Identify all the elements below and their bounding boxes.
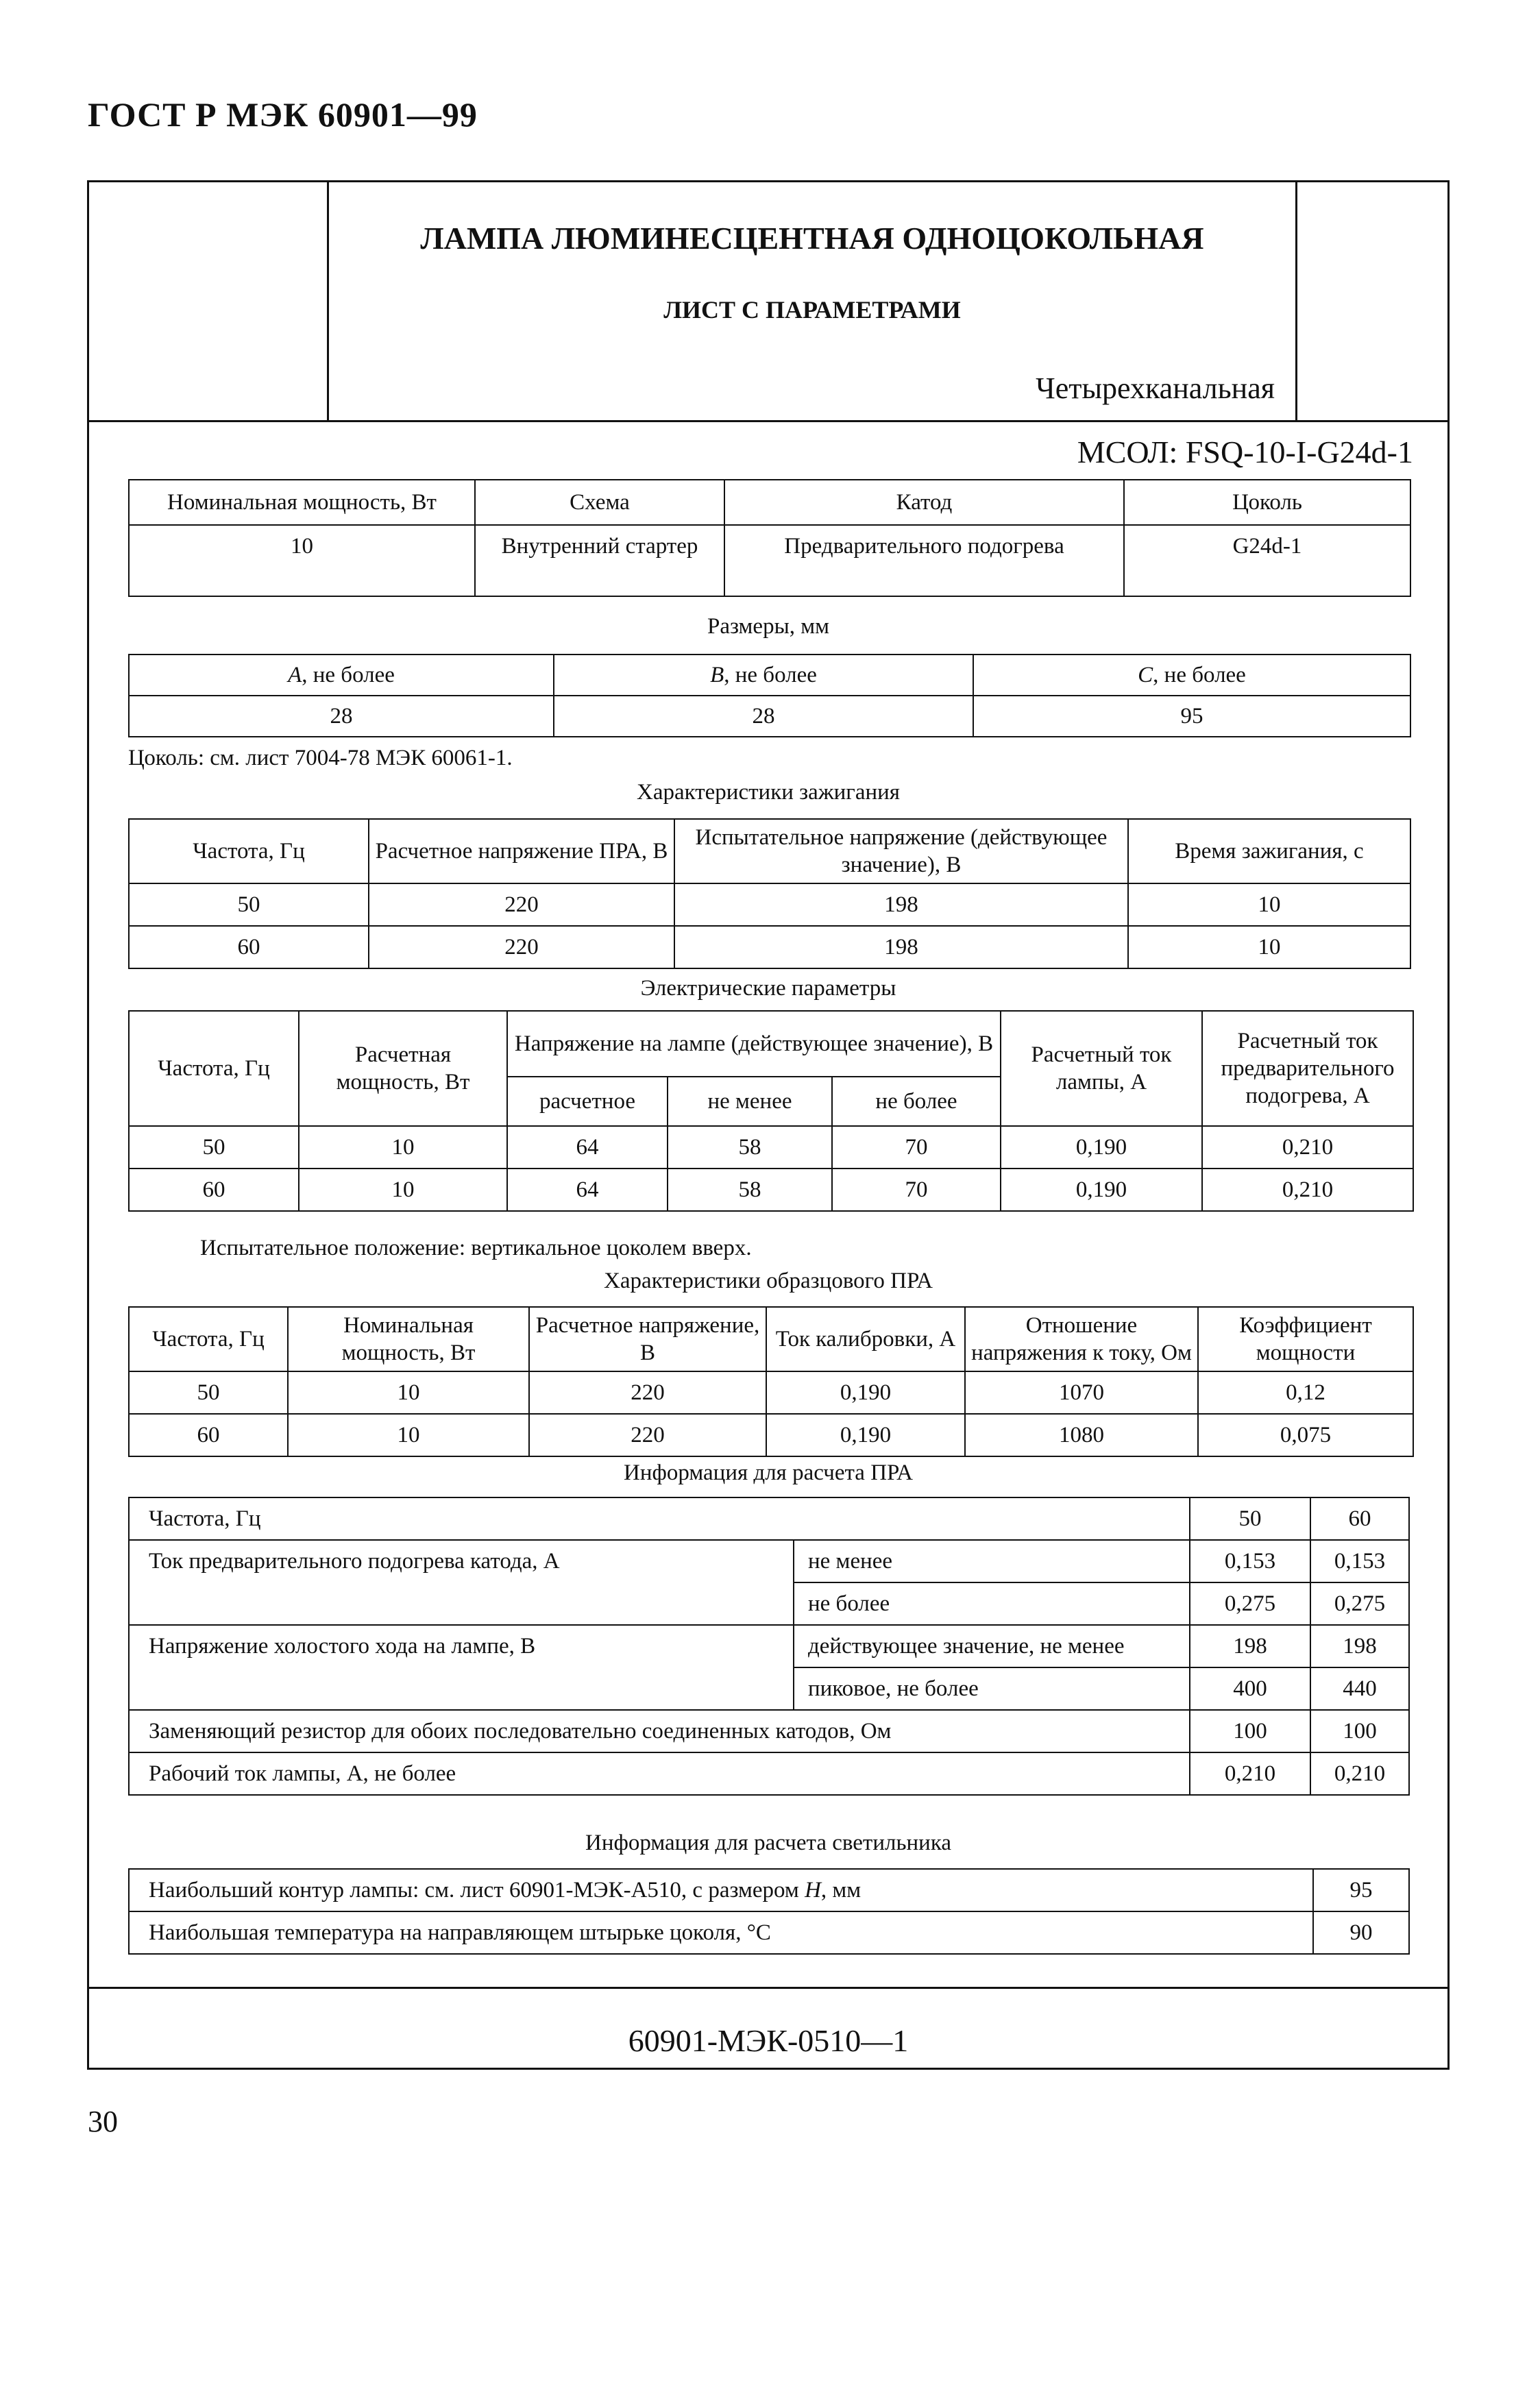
ballast-caption: Характеристики образцового ПРА [604, 1269, 933, 1293]
cell: 440 [1310, 1667, 1409, 1710]
standard-number: ГОСТ Р МЭК 60901—99 [88, 95, 478, 134]
main-parameters-table [128, 479, 1411, 597]
cell: 0,275 [1310, 1582, 1409, 1625]
cell: 0,210 [1202, 1126, 1413, 1169]
header-title-box [329, 182, 1295, 422]
calc-preheat-max-label: не более [794, 1582, 1190, 1625]
cell: 50 [129, 1126, 299, 1169]
electrical-caption: Электрические параметры [640, 976, 896, 1001]
msol-code: МСОЛ: FSQ-10-I-G24d-1 [1077, 435, 1413, 469]
dim-c-label: C [1138, 663, 1153, 687]
value-scheme: Внутренний стартер [475, 525, 724, 596]
header-scheme: Схема [475, 480, 724, 525]
page-number: 30 [88, 2105, 118, 2138]
calc-preheat-label: Ток предварительного подогрева катода, А [129, 1540, 794, 1625]
ballast-calc-table [128, 1497, 1410, 1796]
table-row [129, 1126, 1413, 1169]
table-row [129, 1414, 1413, 1456]
el-header-current: Расчетный ток лампы, А [1001, 1011, 1202, 1126]
bal-header-power: Номинальная мощность, Вт [288, 1307, 529, 1371]
luminaire-caption: Информация для расчета светильника [585, 1831, 951, 1855]
cell: 64 [507, 1126, 668, 1169]
contour-unit: , мм [820, 1878, 861, 1903]
dim-c-header [973, 655, 1410, 696]
table-row [129, 1169, 1413, 1211]
cell: 220 [369, 883, 674, 926]
dim-b-value: 28 [554, 696, 973, 737]
cell: 198 [1190, 1625, 1310, 1667]
cell: 0,190 [766, 1371, 965, 1414]
dimensions-caption: Размеры, мм [707, 614, 830, 639]
calc-ocv-label: Напряжение холостого хода на лампе, В [129, 1625, 794, 1710]
bal-header-calibration: Ток калибровки, А [766, 1307, 965, 1371]
cell: 70 [832, 1126, 1001, 1169]
cell: 0,210 [1310, 1752, 1409, 1795]
cell: 60 [129, 926, 369, 968]
luminaire-temp-label: Наибольшая температура на направляющем штырьке цоколя, °С [129, 1911, 1313, 1954]
ign-header-test-voltage: Испытательное напряжение (действующее значение), В [674, 819, 1128, 883]
calc-freq-60: 60 [1310, 1497, 1409, 1540]
el-header-freq: Частота, Гц [129, 1011, 299, 1126]
cell: 50 [129, 1371, 288, 1414]
dim-b-suffix: , не более [724, 663, 817, 687]
cell: 0,190 [1001, 1169, 1202, 1211]
table-row [129, 883, 1410, 926]
ballast-table [128, 1306, 1414, 1457]
header-left-box [89, 182, 329, 422]
base-note: Цоколь: см. лист 7004-78 МЭК 60061-1. [128, 746, 513, 770]
calc-ocv-rms-label: действующее значение, не менее [794, 1625, 1190, 1667]
cell: 220 [529, 1414, 766, 1456]
dim-b-header [554, 655, 973, 696]
ignition-table [128, 818, 1411, 969]
dim-a-value: 28 [129, 696, 554, 737]
dim-a-header [129, 655, 554, 696]
bal-header-ratio: Отношение напряжения к току, Ом [965, 1307, 1198, 1371]
cell: 50 [129, 883, 369, 926]
cell: 60 [129, 1169, 299, 1211]
cell: 198 [674, 926, 1128, 968]
luminaire-temp-value: 90 [1313, 1911, 1409, 1954]
calc-freq-label: Частота, Гц [129, 1497, 1190, 1540]
el-header-voltage: Напряжение на лампе (действующее значение), В [507, 1011, 1001, 1077]
cell: 0,190 [1001, 1126, 1202, 1169]
cell: 10 [1128, 883, 1410, 926]
sheet-subtitle: ЛИСТ С ПАРАМЕТРАМИ [663, 296, 961, 323]
cell: 1070 [965, 1371, 1198, 1414]
cell: 10 [299, 1169, 507, 1211]
cell: 198 [1310, 1625, 1409, 1667]
cell: 0,153 [1310, 1540, 1409, 1582]
test-position-note: Испытательное положение: вертикальное цоколем вверх. [200, 1236, 752, 1260]
el-sub-max: не более [832, 1077, 1001, 1126]
cell: 0,153 [1190, 1540, 1310, 1582]
footer-divider [89, 1987, 1447, 1989]
calc-freq-50: 50 [1190, 1497, 1310, 1540]
table-row [129, 1371, 1413, 1414]
header-right-box [1295, 182, 1447, 422]
sheet-title: ЛАМПА ЛЮМИНЕСЦЕНТНАЯ ОДНОЦОКОЛЬНАЯ [420, 221, 1204, 256]
cell: 0,190 [766, 1414, 965, 1456]
electrical-table [128, 1010, 1414, 1212]
cell: 10 [1128, 926, 1410, 968]
cell: 0,12 [1198, 1371, 1413, 1414]
cell: 0,210 [1190, 1752, 1310, 1795]
ign-header-time: Время зажигания, с [1128, 819, 1410, 883]
el-header-preheat: Расчетный ток предварительного подогрева, А [1202, 1011, 1413, 1126]
header-base: Цоколь [1124, 480, 1410, 525]
el-header-power: Расчетная мощность, Вт [299, 1011, 507, 1126]
cell: 70 [832, 1169, 1001, 1211]
cell: 198 [674, 883, 1128, 926]
cell: 10 [299, 1126, 507, 1169]
calc-operating-label: Рабочий ток лампы, А, не более [129, 1752, 1190, 1795]
dimensions-table [128, 654, 1411, 737]
bal-header-freq: Частота, Гц [129, 1307, 288, 1371]
luminaire-contour-label [129, 1869, 1313, 1911]
bal-header-pf: Коэффициент мощности [1198, 1307, 1413, 1371]
cell: 64 [507, 1169, 668, 1211]
parameter-sheet [87, 180, 1450, 2070]
value-power: 10 [129, 525, 475, 596]
cell: 0,210 [1202, 1169, 1413, 1211]
el-sub-rated: расчетное [507, 1077, 668, 1126]
contour-var: H [805, 1878, 821, 1903]
ign-header-freq: Частота, Гц [129, 819, 369, 883]
lamp-type: Четырехканальная [1036, 371, 1275, 405]
cell: 58 [668, 1169, 832, 1211]
sheet-code: 60901-МЭК-0510—1 [628, 2023, 909, 2058]
ignition-caption: Характеристики зажигания [637, 780, 900, 805]
cell: 60 [129, 1414, 288, 1456]
cell: 0,275 [1190, 1582, 1310, 1625]
luminaire-contour-value: 95 [1313, 1869, 1409, 1911]
value-cathode: Предварительного подогрева [724, 525, 1124, 596]
el-sub-min: не менее [668, 1077, 832, 1126]
table-row [129, 926, 1410, 968]
cell: 0,075 [1198, 1414, 1413, 1456]
value-base: G24d-1 [1124, 525, 1410, 596]
dim-a-suffix: , не более [302, 663, 395, 687]
calc-resistor-label: Заменяющий резистор для обоих последовательно соединенных катодов, Ом [129, 1710, 1190, 1752]
cell: 1080 [965, 1414, 1198, 1456]
cell: 100 [1190, 1710, 1310, 1752]
cell: 10 [288, 1414, 529, 1456]
cell: 220 [529, 1371, 766, 1414]
header-cathode: Катод [724, 480, 1124, 525]
cell: 400 [1190, 1667, 1310, 1710]
calc-preheat-min-label: не менее [794, 1540, 1190, 1582]
luminaire-table [128, 1868, 1410, 1955]
calc-ocv-peak-label: пиковое, не более [794, 1667, 1190, 1710]
ballast-calc-caption: Информация для расчета ПРА [623, 1460, 913, 1485]
header-power: Номинальная мощность, Вт [129, 480, 475, 525]
dim-c-value: 95 [973, 696, 1410, 737]
cell: 100 [1310, 1710, 1409, 1752]
dim-b-label: B [710, 663, 724, 687]
ign-header-ballast-voltage: Расчетное напряжение ПРА, В [369, 819, 674, 883]
dim-a-label: A [288, 663, 302, 687]
cell: 220 [369, 926, 674, 968]
cell: 58 [668, 1126, 832, 1169]
contour-text: Наибольший контур лампы: см. лист 60901-МЭК-А510, с размером [149, 1878, 799, 1903]
dim-c-suffix: , не более [1153, 663, 1246, 687]
bal-header-voltage: Расчетное напряжение, В [529, 1307, 766, 1371]
cell: 10 [288, 1371, 529, 1414]
